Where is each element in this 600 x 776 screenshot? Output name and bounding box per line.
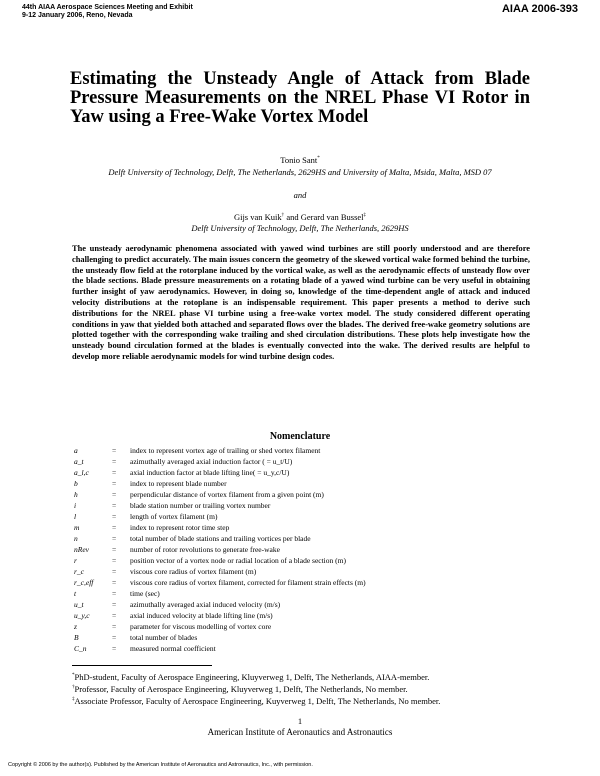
nomenclature-equals: = [112,523,117,532]
nomenclature-symbol: a [74,446,78,455]
nomenclature-equals: = [112,457,117,466]
nomenclature-definition: number of rotor revolutions to generate free-wake [130,545,280,554]
affiliation-1: Delft University of Technology, Delft, The Netherlands, 2629HS and University of Malta, Msida, Malta, MSD 07 [108,167,492,177]
nomenclature-definition: viscous core radius of vortex filament (m) [130,567,257,576]
organization-footer: American Institute of Aeronautics and Astronautics [207,727,393,737]
nomenclature-symbol: u_t [74,600,84,609]
nomenclature-symbol: h [74,490,78,499]
conference-line-2: 9-12 January 2006, Reno, Nevada [22,12,133,19]
author-3: Gerard van Bussel [300,212,364,222]
nomenclature-definition: axial induction factor at blade lifting line( = u_y,c/U) [130,468,290,477]
paper-number: AIAA 2006-393 [501,3,578,15]
page-number: 1 [297,716,303,726]
nomenclature-definition: azimuthally averaged axial induced velocity (m/s) [130,600,281,609]
nomenclature-symbol: a_t [74,457,84,466]
nomenclature-symbol: u_y,c [74,611,90,620]
nomenclature-equals: = [112,501,117,510]
copyright-notice: Copyright © 2006 by the author(s). Published by the American Institute of Aeronautics and Astronautics, Inc., with permission. [8,762,313,768]
nomenclature-symbol: t [74,589,77,598]
footnote-text: Professor, Faculty of Aerospace Engineering, Kluyverweg 1, Delft, The Netherlands, No member. [74,684,408,694]
nomenclature-symbol: n [74,534,78,543]
nomenclature-symbol: m [74,523,80,532]
nomenclature-symbol: B [74,633,79,642]
nomenclature-equals: = [112,512,117,521]
nomenclature-definition: measured normal coefficient [130,644,216,653]
nomenclature-symbol: nRev [74,545,89,554]
nomenclature-definition: parameter for viscous modelling of vortex core [130,622,272,631]
nomenclature-equals: = [112,633,117,642]
nomenclature-definition: total number of blades [130,633,198,642]
nomenclature-equals: = [112,479,117,488]
nomenclature-entry [72,644,532,656]
nomenclature-definition: axial induced velocity at blade lifting line (m/s) [130,611,273,620]
footnote-text: PhD-student, Faculty of Aerospace Engineering, Kluyverweg 1, Delft, The Netherlands, AIAA-member. [74,672,430,682]
nomenclature-equals: = [112,611,117,620]
nomenclature-symbol: a_l,c [74,468,89,477]
nomenclature-equals: = [112,622,117,631]
nomenclature-equals: = [112,446,117,455]
nomenclature-symbol: C_n [74,644,87,653]
nomenclature-equals: = [112,600,117,609]
nomenclature-symbol: r_c,eff [74,578,94,587]
author-joiner: and [284,212,301,222]
author-2: Gijs van Kuik [233,212,282,222]
footnote-mark: * [72,672,75,679]
conference-line-1: 44th AIAA Aerospace Sciences Meeting and Exhibit [22,4,193,11]
nomenclature-definition: length of vortex filament (m) [130,512,218,521]
nomenclature-symbol: i [74,501,77,510]
nomenclature-equals: = [112,490,117,499]
nomenclature-symbol: b [74,479,78,488]
conference-header [22,4,193,20]
footnote-mark: ‡ [72,696,75,703]
nomenclature-definition: index to represent rotor time step [130,523,230,532]
footnote-mark: † [72,684,75,691]
author-1-mark: * [317,155,320,162]
nomenclature-symbol: z [74,622,77,631]
author-1: Tonio Sant [280,155,318,165]
nomenclature-definition: time (sec) [130,589,160,598]
nomenclature-heading: Nomenclature [269,431,331,442]
footnote [72,683,440,695]
nomenclature-definition: index to represent blade number [130,479,227,488]
footnote [72,671,440,683]
nomenclature-equals: = [112,644,117,653]
nomenclature-definition: perpendicular distance of vortex filament from a given point (m) [130,490,324,499]
nomenclature-equals: = [112,589,117,598]
nomenclature-equals: = [112,578,117,587]
author-3-mark: ‡ [363,212,367,219]
abstract: The unsteady aerodynamic phenomena associated with yawed wind turbines are still poorly understood and are therefore challenging to predict accurately. The main issues concern the geometry of the skewed vortical wake formed behind the turbine, the unsteady flow field at the rotorplane induced by the vortical wake, as well as the aerodynamic effects of unsteady flow over the blade sections. Blade pressure measurements on a rotating blade of a yawed wind turbine can be very useful in obtaining further insight of yaw aerodynamics. However, in doing so, knowledge of the time-dependent angle of attack and induced velocity distributions at the rotoplane is an indispensable requirement. This paper presents a method to derive such distributions for the NREL phase VI turbine using a free-wake vortex model. The study considered different operating conditions in yaw that yielded both attached and separated flows over the blades. The derived free-wake geometry solutions are plotted together with the corresponding wake trailing and shed circulation distributions. These plots help investigate how the unsteady bound circulation formed at the blades is eventually convected into the wake. The derived results are helpful to develop more reliable aerodynamic models for wind turbine design codes. [72,244,530,361]
author-1-line [60,155,540,165]
affiliation-2: Delft University of Technology, Delft, The Netherlands, 2629HS [191,223,409,233]
nomenclature-definition: blade station number or trailing vortex number [130,501,271,510]
nomenclature-symbol: r_c [74,567,84,576]
nomenclature-equals: = [112,468,117,477]
footnotes [72,671,440,707]
nomenclature-definition: azimuthally averaged axial induction factor ( = u_t/U) [130,457,293,466]
paper-title: Estimating the Unsteady Angle of Attack from Blade Pressure Measurements on the NREL Phase VI Rotor in Yaw using a Free-Wake Vortex Model [70,69,530,127]
nomenclature-definition: total number of blade stations and trailing vortices per blade [130,534,311,543]
nomenclature-definition: position vector of a vortex node or radial location of a blade section (m) [130,556,346,565]
nomenclature-symbol: r [74,556,77,565]
author-2-mark: † [281,212,285,219]
footnote [72,695,440,707]
nomenclature-definition: viscous core radius of vortex filament, corrected for filament strain effects (m) [130,578,366,587]
nomenclature-equals: = [112,534,117,543]
nomenclature-symbol: l [74,512,77,521]
footnote-divider [72,665,212,666]
and-separator: and [293,190,307,200]
nomenclature-definition: index to represent vortex age of trailing or shed vortex filament [130,446,321,455]
footnote-text: Associate Professor, Faculty of Aerospace Engineering, Kuyverweg 1, Delft, The Netherlands, No member. [74,696,441,706]
nomenclature-equals: = [112,545,117,554]
author-2-3-line [60,212,540,222]
nomenclature-equals: = [112,556,117,565]
nomenclature-equals: = [112,567,117,576]
